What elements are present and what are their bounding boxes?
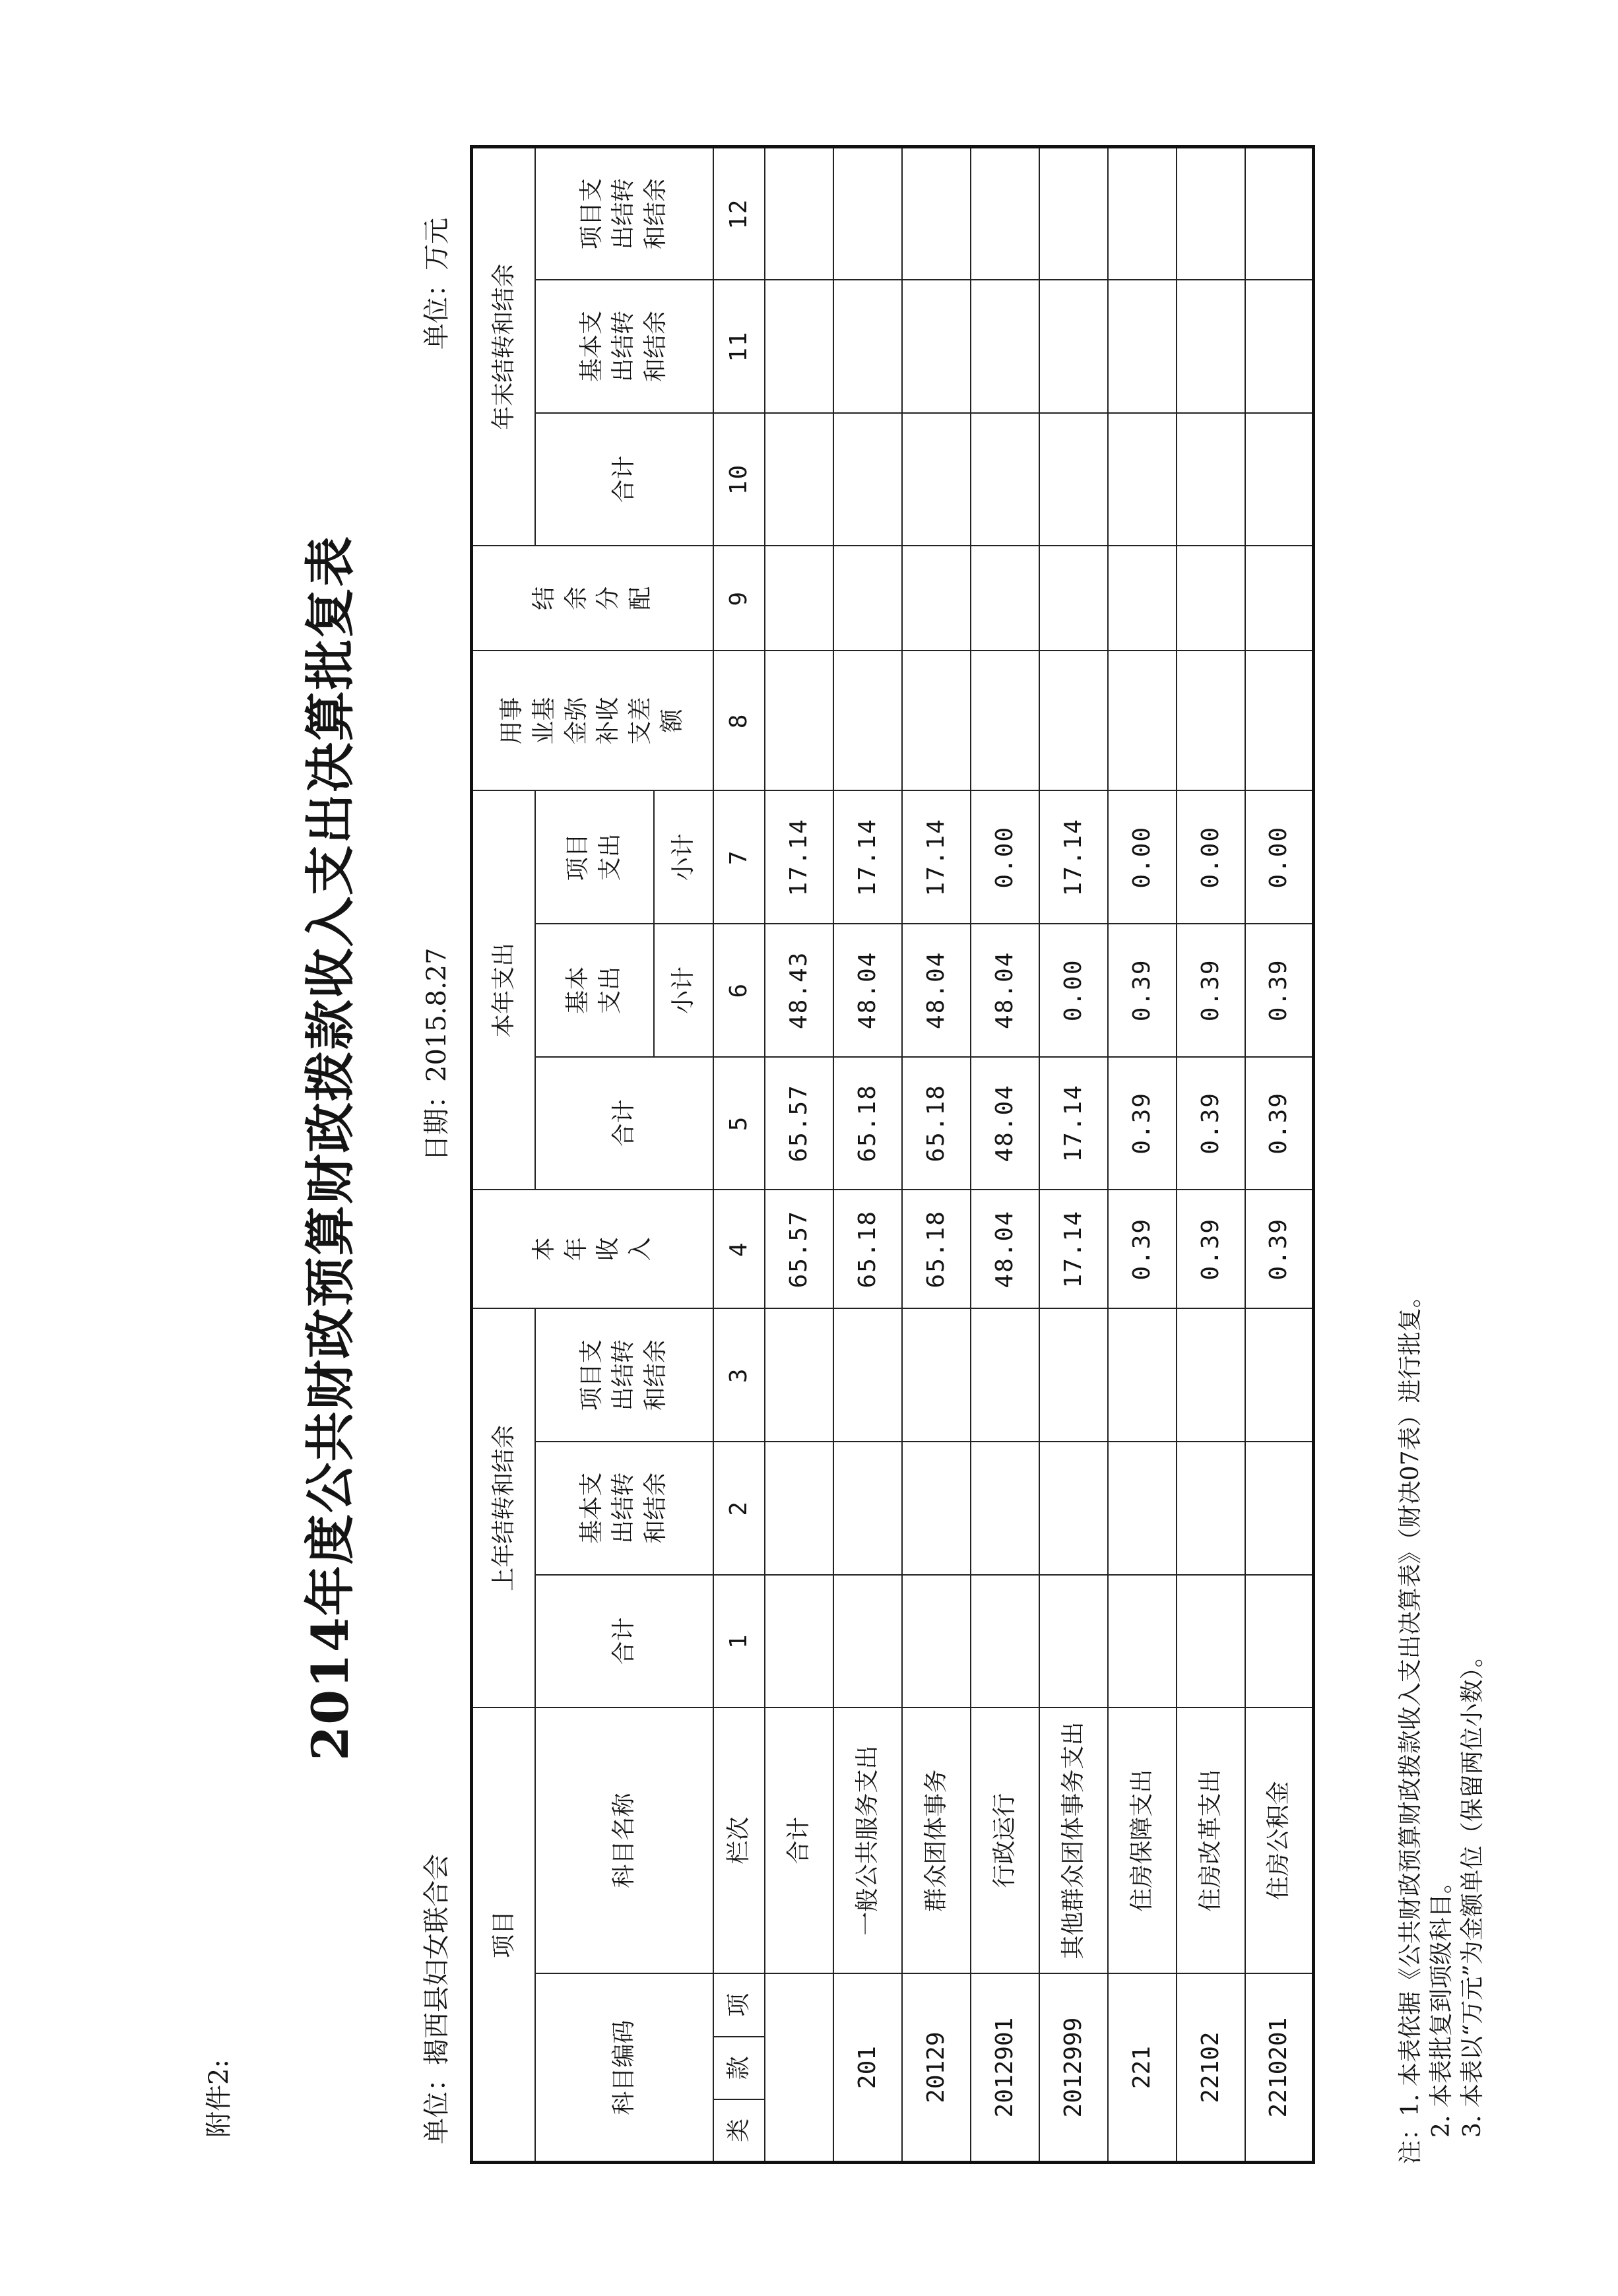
header-end-group: 年末结转和结余	[472, 147, 535, 546]
header-exp-group: 本年支出	[472, 791, 535, 1190]
column-number-3: 3	[713, 1308, 765, 1442]
header-project: 项目	[472, 1707, 535, 2162]
row-code: 2012999	[1039, 1973, 1108, 2162]
column-number-4: 4	[713, 1190, 765, 1308]
header-prev-basic: 基本支出结转和结余	[535, 1442, 713, 1575]
header-exp-total: 合计	[535, 1057, 713, 1190]
row-income: 0.39	[1177, 1190, 1245, 1308]
row-code: 2210201	[1245, 1973, 1314, 2162]
row-exp-basic: 48.04	[902, 924, 971, 1057]
table-row	[765, 147, 833, 2163]
header-surplus: 结余分配	[472, 546, 713, 651]
header-subtotal-basic: 小计	[654, 924, 713, 1057]
row-code	[765, 1973, 833, 2162]
row-income: 0.39	[1245, 1190, 1314, 1308]
row-income: 65.18	[833, 1190, 902, 1308]
header-kuan: 款	[713, 2037, 765, 2099]
unit-organization: 单位：揭西县妇女联合会	[422, 1854, 452, 2144]
header-prev-project: 项目支出结转和结余	[535, 1308, 713, 1442]
row-exp-basic: 48.04	[833, 924, 902, 1057]
row-exp-total: 0.39	[1108, 1057, 1177, 1190]
row-income: 48.04	[971, 1190, 1039, 1308]
column-number-8: 8	[713, 651, 765, 790]
row-exp-project: 17.14	[765, 791, 833, 924]
header-lei: 类	[713, 2099, 765, 2162]
row-exp-project: 17.14	[833, 791, 902, 924]
row-exp-total: 0.39	[1245, 1057, 1314, 1190]
row-income: 0.39	[1108, 1190, 1177, 1308]
row-name: 合计	[765, 1707, 833, 1973]
table-row	[1245, 147, 1314, 2163]
table-row	[1039, 147, 1108, 2163]
column-number-2: 2	[713, 1442, 765, 1575]
column-number-7: 7	[713, 791, 765, 924]
row-exp-total: 65.57	[765, 1057, 833, 1190]
attachment-label: 附件2:	[204, 2059, 234, 2138]
header-exp-project: 项目支出	[535, 791, 654, 924]
column-number-label: 栏次	[713, 1707, 765, 1973]
row-income: 17.14	[1039, 1190, 1108, 1308]
row-exp-project: 0.00	[1177, 791, 1245, 924]
row-code: 20129	[902, 1973, 971, 2162]
footnotes	[1396, 1284, 1488, 2164]
row-name: 行政运行	[971, 1707, 1039, 1973]
header-prev-total: 合计	[535, 1575, 713, 1708]
header-exp-basic: 基本支出	[535, 924, 654, 1057]
row-exp-project: 17.14	[902, 791, 971, 924]
row-name: 其他群众团体事务支出	[1039, 1707, 1108, 1973]
budget-approval-table	[470, 145, 1315, 2164]
row-exp-project: 0.00	[1108, 791, 1177, 924]
row-exp-project: 17.14	[1039, 791, 1108, 924]
row-code: 201	[833, 1973, 902, 2162]
column-number-9: 9	[713, 546, 765, 651]
header-prev-group: 上年结转和结余	[472, 1308, 535, 1707]
row-exp-total: 65.18	[902, 1057, 971, 1190]
column-number-6: 6	[713, 924, 765, 1057]
header-code: 科目编码	[535, 1973, 713, 2162]
header-income: 本年收入	[472, 1190, 713, 1308]
report-date: 日期：2015.8.27	[422, 947, 452, 1161]
row-exp-total: 17.14	[1039, 1057, 1108, 1190]
table-row	[902, 147, 971, 2163]
row-income: 65.18	[902, 1190, 971, 1308]
row-name: 住房公积金	[1245, 1707, 1314, 1973]
footnote-1: 注：1. 本表依据《公共财政预算财政拨款收入支出决算表》（财决07表）进行批复。	[1397, 1284, 1424, 2164]
row-code: 2012901	[971, 1973, 1039, 2162]
row-code: 221	[1108, 1973, 1177, 2162]
header-name: 科目名称	[535, 1707, 713, 1973]
row-exp-project: 0.00	[971, 791, 1039, 924]
column-number-11: 11	[713, 280, 765, 413]
row-name: 群众团体事务	[902, 1707, 971, 1973]
row-name: 住房保障支出	[1108, 1707, 1177, 1973]
row-exp-basic: 0.00	[1039, 924, 1108, 1057]
amount-unit: 单位：万元	[422, 218, 452, 350]
row-exp-total: 0.39	[1177, 1057, 1245, 1190]
row-exp-basic: 0.39	[1245, 924, 1314, 1057]
row-name: 一般公共服务支出	[833, 1707, 902, 1973]
row-income: 65.57	[765, 1190, 833, 1308]
column-number-12: 12	[713, 147, 765, 280]
header-end-total: 合计	[535, 413, 713, 546]
column-number-10: 10	[713, 413, 765, 546]
table-row	[1108, 147, 1177, 2163]
header-fund: 用事业基金弥补收支差额	[472, 651, 713, 790]
header-end-basic: 基本支出结转和结余	[535, 280, 713, 413]
column-number-5: 5	[713, 1057, 765, 1190]
table-row	[1177, 147, 1245, 2163]
row-exp-basic: 0.39	[1177, 924, 1245, 1057]
table-row	[833, 147, 902, 2163]
footnote-2: 2. 本表批复到项级科目。	[1427, 1870, 1455, 2138]
row-exp-total: 65.18	[833, 1057, 902, 1190]
page-title: 2014年度公共财政预算财政拨款收入支出决算批复表	[301, 535, 360, 1761]
row-exp-basic: 0.39	[1108, 924, 1177, 1057]
header-subtotal-project: 小计	[654, 791, 713, 924]
row-exp-total: 48.04	[971, 1057, 1039, 1190]
table-row	[971, 147, 1039, 2163]
column-number-1: 1	[713, 1575, 765, 1708]
footnote-3: 3. 本表以“万元”为金额单位（保留两位小数）。	[1458, 1643, 1486, 2138]
header-end-project: 项目支出结转和结余	[535, 147, 713, 280]
row-exp-project: 0.00	[1245, 791, 1314, 924]
row-code: 22102	[1177, 1973, 1245, 2162]
header-xiang: 项	[713, 1973, 765, 2036]
row-exp-basic: 48.04	[971, 924, 1039, 1057]
row-exp-basic: 48.43	[765, 924, 833, 1057]
row-name: 住房改革支出	[1177, 1707, 1245, 1973]
